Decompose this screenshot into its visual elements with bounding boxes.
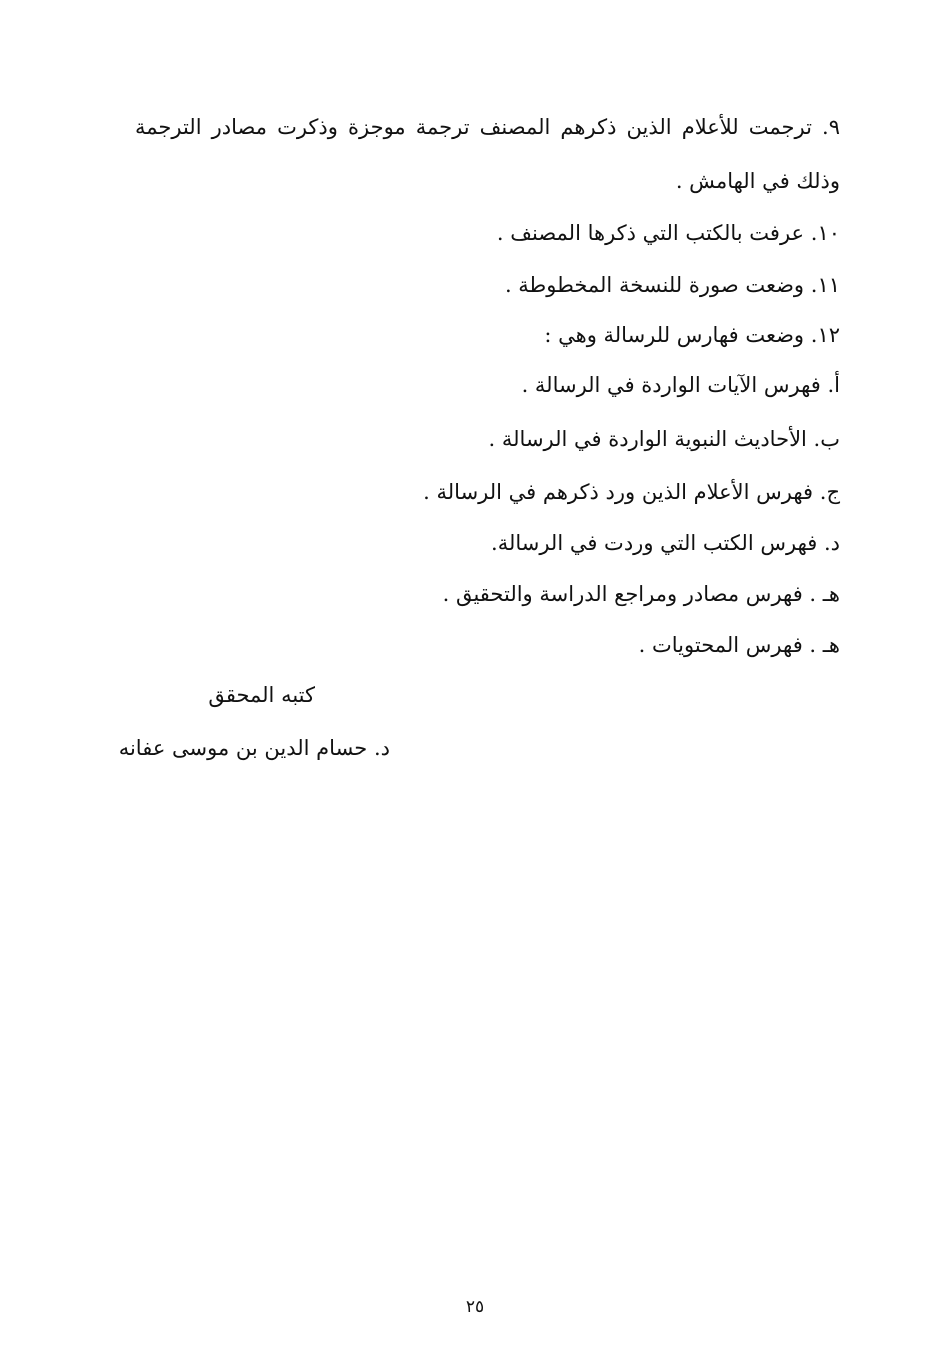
subitem-a: أ. فهرس الآيات الواردة في الرسالة . — [521, 373, 840, 397]
item-9-line-1: ٩. ترجمت للأعلام الذين ذكرهم المصنف ترجمة موجزة وذكرت مصادر الترجمة — [135, 115, 840, 139]
item-12: ١٢. وضعت فهارس للرسالة وهي : — [544, 323, 840, 347]
item-10: ١٠. عرفت بالكتب التي ذكرها المصنف . — [496, 221, 840, 245]
item-11: ١١. وضعت صورة للنسخة المخطوطة . — [504, 273, 840, 297]
subitem-e: هـ . فهرس مصادر ومراجع الدراسة والتحقيق . — [442, 582, 840, 606]
subitem-c: ج. فهرس الأعلام الذين ورد ذكرهم في الرسالة . — [423, 480, 840, 504]
subitem-d: د. فهرس الكتب التي وردت في الرسالة. — [491, 531, 840, 555]
page-number: ٢٥ — [465, 1297, 485, 1317]
item-9-line-2: وذلك في الهامش . — [675, 169, 840, 193]
signature-title: كتبه المحقق — [208, 683, 315, 707]
signature-name: د. حسام الدين بن موسى عفانه — [118, 736, 390, 760]
subitem-b: ب. الأحاديث النبوية الواردة في الرسالة . — [488, 427, 840, 451]
subitem-f: هـ . فهرس المحتويات . — [638, 633, 840, 657]
